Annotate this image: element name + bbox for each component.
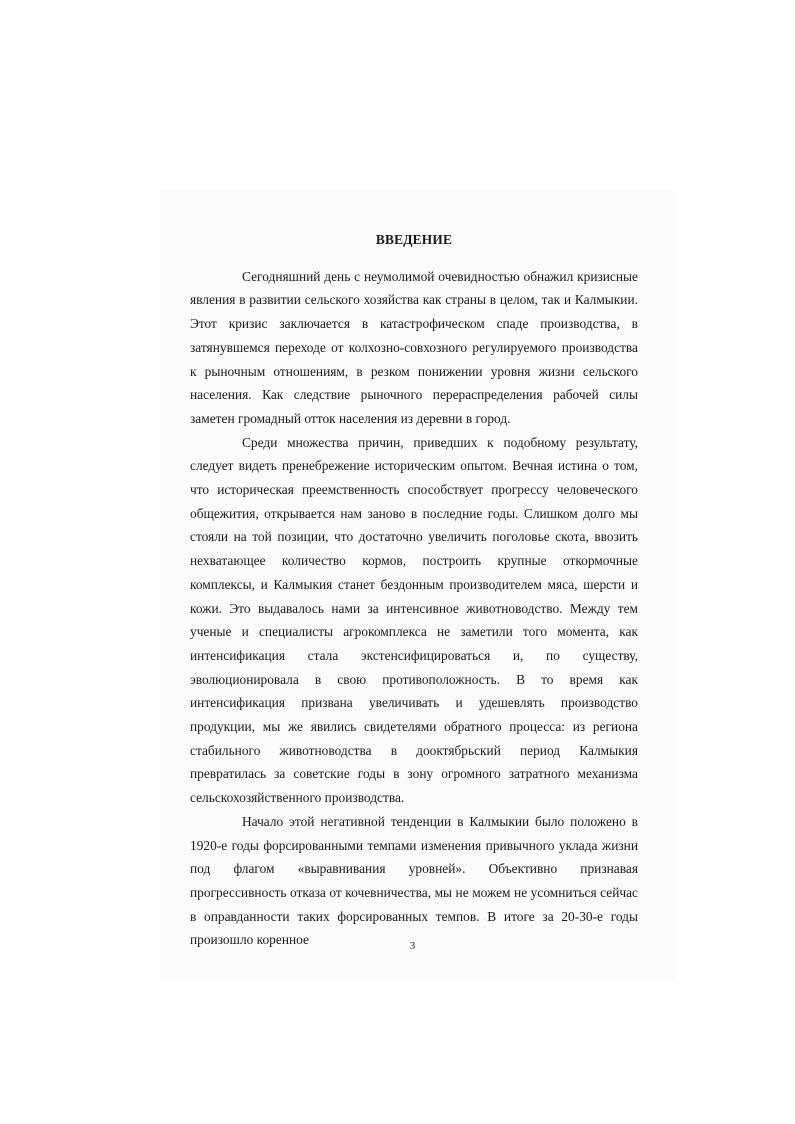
paragraph-3: Начало этой негативной тенденции в Калмыкии было положено в 1920-е годы форсированными темпами изменения привычного уклада жизни под флагом «выравнивания уровней». Объективно признавая прогрессивность отказа от кочевничества, мы не можем не усомниться сейчас в оправданности таких форсированных темпов. В итоге за 20-30-е годы произошло коренное <box>190 813 638 948</box>
paragraph-1: Сегодняшний день с неумолимой очевидностью обнажил кризисные явления в развитии сельского хозяйства как страны в целом, так и Калмыкии. Этот кризис заключается в катастрофическом спаде производства, в затянувшемся переходе от колхозно-совхозного регулируемого производства к рыночным отношениям, в резком понижении уровня жизни сельского населения. Как следствие рыночного перераспределения рабочей силы заметен громадный отток населения из деревни в город. <box>190 268 638 426</box>
document-body <box>190 228 638 952</box>
paragraph-2: Среди множества причин, приведших к подобному результату, следует видеть пренебрежение историческим опытом. Вечная истина о том, что историческая преемственность способствует прогрессу человеческого общежития, открывается нам заново в последние годы. Слишком долго мы стояли на той позиции, что достаточно увеличить поголовье скота, ввозить нехватающее количество кормов, построить крупные откормочные комплексы, и Калмыкия станет бездонным производителем мяса, шерсти и кожи. Это выдавалось нами за интенсивное животноводство. Между тем ученые и специалисты агрокомплекса не заметили того момента, как интенсификация стала экстенсифицироваться и, по существу, эволюционировала в свою противоположность. В то время как интенсификация призвана увеличивать и удешевлять производство продукции, мы же явились свидетелями обратного процесса: из региона стабильного животноводства в дооктябрьский период Калмыкия превратилась за советские годы в зону огромного затратного механизма сельскохозяйственного производства. <box>190 434 638 806</box>
section-title: ВВЕДЕНИЕ <box>375 232 453 247</box>
page-number: 3 <box>409 940 416 952</box>
